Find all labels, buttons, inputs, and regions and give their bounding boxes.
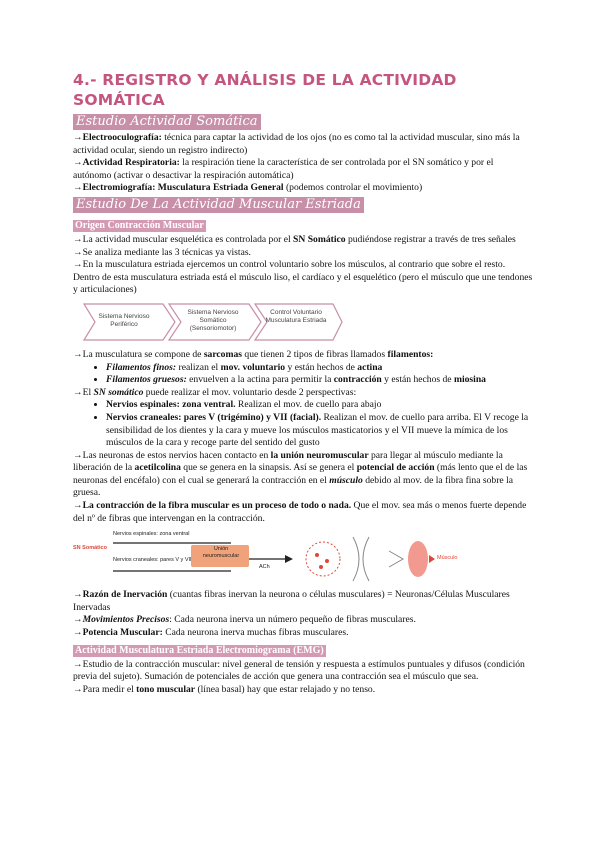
arrow-right-icon — [285, 555, 293, 563]
paragraph-electromiografia: →Electromiografía: Musculatura Estriada General (podemos controlar el movimiento) — [73, 182, 423, 194]
paragraph-movimientos-precisos: →Movimientos Precisos: Cada neurona inerva un número pequeño de fibras musculares. — [73, 614, 416, 626]
nervios-list — [73, 399, 533, 449]
paragraph-todo-o-nada: →La contracción de la fibra muscular es un proceso de todo o nada. Que el mov. sea más o menos fuerte depende del nº de fibras que intervengan en la contracción. — [73, 500, 527, 524]
paragraph-razon-inervacion: →Razón de Inervación (cuantas fibras inervan la neurona o células musculares) = Neuronas/Células Musculares Inervadas — [73, 589, 510, 613]
list-item: • Filamentos finos: realizan el mov. voluntario y están hechos de actina — [106, 362, 533, 375]
fiber-icon — [353, 537, 369, 581]
union-label: Unión neuromuscular — [202, 546, 240, 560]
chevron-label-1: Sistema Nervioso Periférico — [98, 312, 150, 328]
subheading-emg: Actividad Musculatura Estriada Electromiograma (EMG) — [75, 644, 324, 656]
cranial-label: Nervios craneales: pares V y VII — [113, 557, 192, 564]
paragraph-emg-estudio: →Estudio de la contracción muscular: nivel general de tensión y respuesta a estímulos puntuales y difusos (condición previa del sujeto). Sumación de potenciales de acción que genera una contracción sea el músculo que sea. — [73, 658, 525, 683]
list-item: • Nervios espinales: zona ventral. Realizan el mov. de cuello para abajo — [106, 399, 533, 412]
list-item: • Nervios craneales: pares V (trigémino) y VII (facial). Realizan el mov. de cuello para arriba. El V recoge la sensibilidad de los dientes y la cara y mueve los músculos masticatorios y el VII mueve la mímica de los músculos de la cara y recoge parte del sentido del gusto — [106, 412, 533, 450]
section-heading-estudio-somatica: Estudio Actividad Somática — [73, 114, 261, 130]
muscle-icon — [408, 541, 428, 577]
muscle-label: Músculo — [437, 555, 458, 562]
synapse-icon — [306, 542, 340, 576]
chevron-label-2: Sistema Nervioso Somático (Sensoriomotor) — [187, 308, 239, 332]
paragraph-tecnicas: →Se analiza mediante las 3 técnicas ya vistas. — [73, 246, 251, 258]
paragraph-tono-muscular: →Para medir el tono muscular (línea basal) hay que estar relajado y no tenso. — [73, 683, 376, 695]
chevron-diagram — [73, 301, 533, 345]
paragraph-potencia-muscular: →Potencia Muscular: Cada neurona inerva muchas fibras musculares. — [73, 627, 349, 639]
paragraph-musculatura-estriada: →En la musculatura estriada ejercemos un control voluntario sobre los músculos, al contrario que sobre el resto. Dentro de esta musculatura estriada está el músculo liso, el cardíaco y el esquelético (pero el músculo que une tendones y articulaciones) — [73, 259, 533, 296]
spinal-label: Nervios espinales: zona ventral — [113, 531, 190, 538]
arrow-icon: → — [73, 132, 83, 143]
page-title: 4.- REGISTRO Y ANÁLISIS DE LA ACTIVIDAD SOMÁTICA — [73, 71, 457, 109]
neuromuscular-diagram — [73, 529, 533, 585]
section-heading-actividad-muscular: Estudio De La Actividad Muscular Estriada — [73, 197, 364, 213]
paragraph-sarcomas: →La musculatura se compone de sarcomas que tienen 2 tipos de fibras llamados filamentos: — [73, 348, 434, 360]
document-page — [73, 70, 533, 696]
chevron-label-3: Control Voluntario Musculatura Estriada — [265, 308, 327, 324]
sn-somatico-label: SN Somático — [73, 545, 107, 552]
arrow-icon — [429, 555, 435, 563]
filamentos-list — [73, 362, 533, 387]
subheading-origen-contraccion: Origen Contracción Muscular — [75, 219, 204, 231]
paragraph-union-neuromuscular: →Las neuronas de estos nervios hacen contacto en la unión neuromuscular para llegar al músculo mediante la liberación de la acetilcolina que se genera en la sinapsis. Así se genera el potencial de acción (más lento que el de las neuronas del encéfalo) con el cual se generará la contracción en el músculo debido al mov. de la fibra fina sobre la gruesa. — [73, 449, 528, 499]
ach-label: ACh — [259, 564, 270, 571]
paragraph-perspectivas: →El SN somático puede realizar el mov. voluntario desde 2 perspectivas: — [73, 386, 357, 398]
paragraph-respiratoria: →Actividad Respiratoria: la respiración tiene la característica de ser controlada por el SN somático y por el autónomo (activar o desactivar la respiración automática) — [73, 157, 494, 181]
arrow-icon: → — [73, 182, 83, 194]
paragraph-sn-somatico: →La actividad muscular esquelética es controlada por el SN Somático pudiéndose registrar a través de tres señales — [73, 233, 516, 245]
paragraph-electrooculografia: →Electrooculografía: técnica para captar la actividad de los ojos (no es como tal la actividad muscular, sino más la actividad ocular, siendo un registro indirecto) — [73, 132, 520, 156]
list-item: • Filamentos gruesos: envuelven a la actina para permitir la contracción y están hechos de miosina — [106, 374, 533, 387]
arrow-icon: → — [73, 157, 83, 169]
